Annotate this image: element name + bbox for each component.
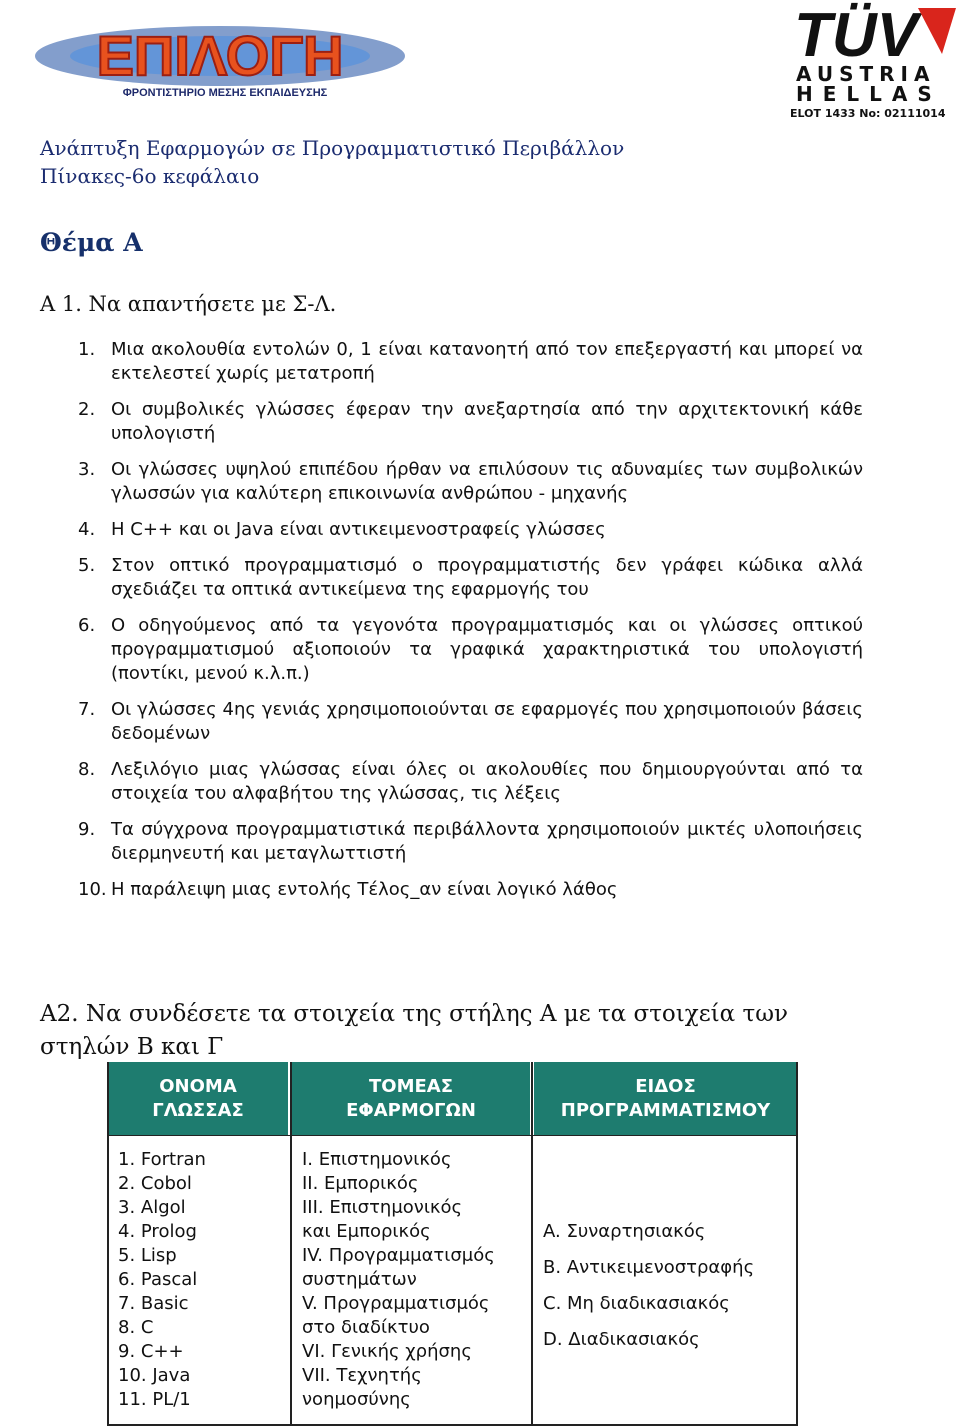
question-number: 10. (78, 879, 107, 900)
table-border (107, 1135, 798, 1136)
list-item: C. Μη διαδικασιακός (543, 1293, 730, 1314)
a2-title: Α2. Να συνδέσετε τα στοιχεία της στήλης Α με τα στοιχεία των στηλών Β και Γ (40, 1001, 788, 1060)
list-item: IV. Προγραμματισμός (302, 1245, 495, 1266)
question-number: 9. (78, 819, 96, 840)
question-text: Ο οδηγούμενος από τα γεγονότα προγραμματισμός και οι γλώσσες οπτικού προγραμματισμού αξιοποιούν τα γραφικά χαρακτηριστικά του υπολογιστή (ποντίκι, μενού κ.λ.π.) (111, 615, 863, 684)
question-text: Οι γλώσσες υψηλού επιπέδου ήρθαν να επιλύσουν τις αδυναμίες των συμβολικών γλωσσών για καλύτερη επικοινωνία ανθρώπου - μηχανής (111, 459, 863, 504)
list-item: στο διαδίκτυο (302, 1317, 430, 1338)
list-item: 8. C (118, 1317, 154, 1338)
list-item: III. Επιστημονικός (302, 1197, 463, 1218)
tuv-red-check-icon (918, 8, 956, 54)
question-text: Η παράλειψη μιας εντολής Τέλος_αν είναι λογικό λάθος (111, 879, 618, 900)
table-header-label: ΤΟΜΕΑΣ ΕΦΑΡΜΟΓΩΝ (346, 1075, 476, 1121)
list-item: 11. PL/1 (118, 1389, 191, 1410)
table-border (290, 1062, 292, 1425)
document-subject: Ανάπτυξη Εφαρμογών σε Προγραμματιστικό Περιβάλλον (40, 136, 625, 160)
list-item: 3. Algol (118, 1197, 186, 1218)
question-text: Στον οπτικό προγραμματισμό ο προγραμματιστής δεν γράφει κώδικα αλλά σχεδιάζει τα οπτικά αντικείμενα της εφαρμογής του (111, 555, 863, 600)
paradigm-list (543, 1214, 754, 1358)
language-list (118, 1148, 206, 1412)
question-text: Η C++ και οι Java είναι αντικειμενοστραφείς γλώσσες (111, 519, 606, 540)
question-text: Λεξιλόγιο μιας γλώσσας είναι όλες οι ακολουθίες που δημιουργούνται από τα στοιχεία του αλφαβήτου της γλώσσας, τις λέξεις (111, 759, 863, 804)
domain-list (302, 1148, 495, 1412)
document-chapter: Πίνακες-6ο κεφάλαιο (40, 164, 260, 188)
list-item: νοημοσύνης (302, 1389, 411, 1410)
epiloghi-logo (30, 8, 410, 103)
table-header-paradigm (534, 1062, 797, 1135)
table-header-label: ΟΝΟΜΑ ΓΛΩΣΣΑΣ (152, 1075, 244, 1121)
table-border (107, 1062, 109, 1425)
list-item: και Εμπορικός (302, 1221, 431, 1242)
epiloghi-logo-subtitle: ΦΡΟΝΤΙΣΤΗΡΙΟ ΜΕΣΗΣ ΕΚΠΑΙΔΕΥΣΗΣ (122, 87, 328, 99)
theme-title: Θέμα Α (40, 228, 143, 257)
question-text: Μια ακολουθία εντολών 0, 1 είναι κατανοητή από τον επεξεργαστή και μπορεί να εκτελεστεί χωρίς μετατροπή (111, 339, 863, 384)
question-number: 5. (78, 555, 96, 576)
tuv-logo (790, 0, 960, 125)
list-item: B. Αντικειμενοστραφής (543, 1257, 755, 1278)
epiloghi-logo-graphic (30, 8, 410, 103)
question-text: Οι συμβολικές γλώσσες έφεραν την ανεξαρτησία από την αρχιτεκτονική κάθε υπολογιστή (111, 399, 863, 444)
table-border (531, 1062, 533, 1425)
question-text: Οι γλώσσες 4ης γενιάς χρησιμοποιούνται σε εφαρμογές που χρησιμοποιούν βάσεις δεδομένων (111, 699, 863, 744)
epiloghi-logo-title: ΕΠΙΛΟΓΗ (96, 24, 344, 87)
question-text: Τα σύγχρονα προγραμματιστικά περιβάλλοντα χρησιμοποιούν μικτές υλοποιήσεις διερμηνευτή και μεταγλωττιστή (111, 819, 863, 864)
list-item: I. Επιστημονικός (302, 1149, 452, 1170)
question-number: 6. (78, 615, 96, 636)
list-item: VI. Γενικής χρήσης (302, 1341, 472, 1362)
list-item: 5. Lisp (118, 1245, 177, 1266)
question-number: 8. (78, 759, 96, 780)
tuv-logo-austria: AUSTRIA (796, 62, 936, 86)
question-number: 2. (78, 399, 96, 420)
list-item: VII. Τεχνητής (302, 1365, 422, 1386)
list-item: συστημάτων (302, 1269, 417, 1290)
list-item: A. Συναρτησιακός (543, 1221, 706, 1242)
a1-title: Α 1. Να απαντήσετε με Σ-Λ. (40, 292, 337, 316)
question-number: 3. (78, 459, 96, 480)
question-number: 4. (78, 519, 96, 540)
list-item: 2. Cobol (118, 1173, 192, 1194)
tuv-logo-text: TÜV (794, 1, 918, 62)
list-item: 10. Java (118, 1365, 191, 1386)
list-item: 7. Basic (118, 1293, 189, 1314)
list-item: 9. C++ (118, 1341, 184, 1362)
table-border (796, 1062, 798, 1425)
tuv-logo-hellas: HELLAS (796, 82, 942, 106)
table-border (107, 1424, 798, 1426)
list-item: 4. Prolog (118, 1221, 197, 1242)
list-item: V. Προγραμματισμός (302, 1293, 490, 1314)
question-number: 1. (78, 339, 96, 360)
list-item: 6. Pascal (118, 1269, 198, 1290)
tuv-logo-mark (790, 0, 960, 62)
list-item: D. Διαδικασιακός (543, 1329, 700, 1350)
question-number: 7. (78, 699, 96, 720)
table-header-domain (292, 1062, 530, 1135)
list-item: 1. Fortran (118, 1149, 206, 1170)
tuv-logo-cert: ELOT 1433 No: 02111014 (790, 107, 946, 120)
table-header-language (108, 1062, 288, 1135)
list-item: II. Εμπορικός (302, 1173, 419, 1194)
table-header-label: ΕΙΔΟΣ ΠΡΟΓΡΑΜΜΑΤΙΣΜΟΥ (560, 1075, 771, 1121)
